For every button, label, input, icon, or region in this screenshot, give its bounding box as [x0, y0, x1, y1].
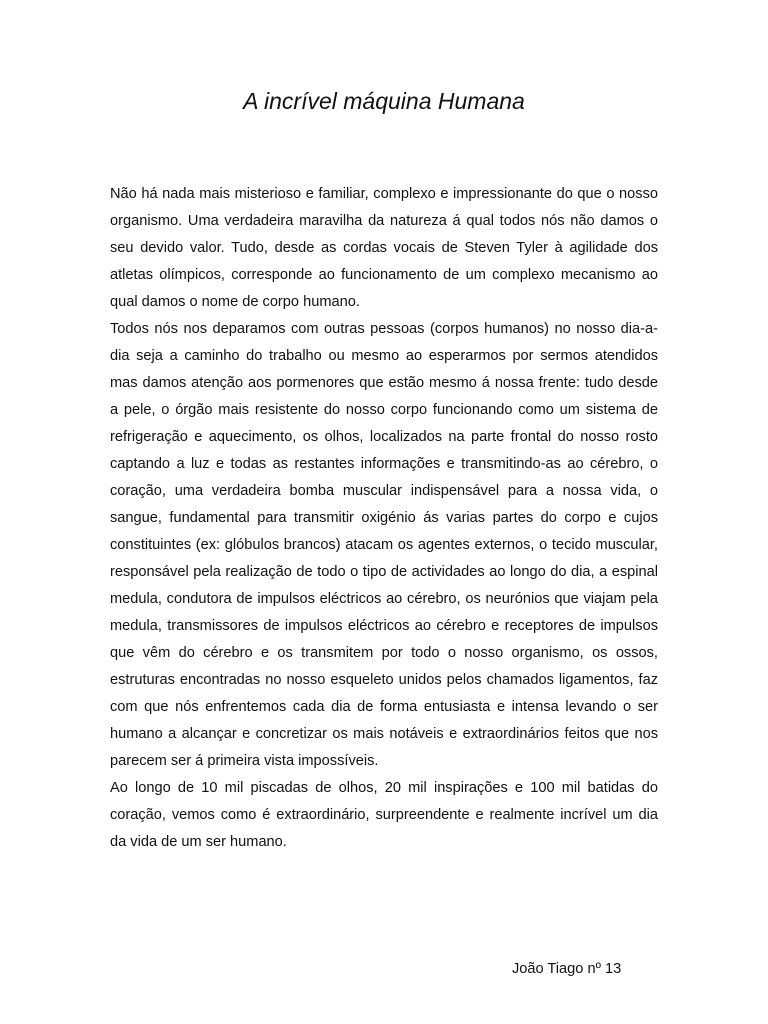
paragraph-2: Todos nós nos deparamos com outras pessoas (corpos humanos) no nosso dia-a-dia seja a caminho do trabalho ou mesmo ao esperarmos por sermos atendidos mas damos atenção aos pormenores que estão mesmo á nossa frente: tudo desde a pele, o órgão mais resistente do nosso corpo funcionando como um sistema de refrigeração e aquecimento, os olhos, localizados na parte frontal do nosso rosto captando a luz e todas as restantes informações e transmitindo-as ao cérebro, o coração, uma verdadeira bomba muscular indispensável para a nossa vida, o sangue, fundamental para transmitir oxigénio ás varias partes do corpo e cujos constituintes (ex: glóbulos brancos) atacam os agentes externos, o tecido muscular, responsável pela realização de todo o tipo de actividades ao longo do dia, a espinal medula, condutora de impulsos eléctricos ao cérebro, os neurónios que viajam pela medula, transmissores de impulsos eléctricos ao cérebro e receptores de impulsos que vêm do cérebro e os transmitem por todo o nosso organismo, os ossos, estruturas encontradas no nosso esqueleto unidos pelos chamados ligamentos, faz com que nós enfrentemos cada dia de forma entusiasta e intensa levando o ser humano a alcançar e concretizar os mais notáveis e extraordinários feitos que nos parecem ser á primeira vista impossíveis. — [110, 321, 658, 769]
paragraph-1: Não há nada mais misterioso e familiar, complexo e impressionante do que o nosso organismo. Uma verdadeira maravilha da natureza á qual todos nós não damos o seu devido valor. Tudo, desde as cordas vocais de Steven Tyler à agilidade dos atletas olímpicos, corresponde ao funcionamento de um complexo mecanismo ao qual damos o nome de corpo humano. — [110, 186, 658, 310]
paragraph-3: Ao longo de 10 mil piscadas de olhos, 20 mil inspirações e 100 mil batidas do coração, vemos como é extraordinário, surpreendente e realmente incrível um dia da vida de um ser humano. — [110, 780, 658, 850]
document-body — [110, 181, 658, 856]
author-signature: João Tiago nº 13 — [512, 961, 622, 977]
document-title: A incrível máquina Humana — [243, 88, 525, 114]
